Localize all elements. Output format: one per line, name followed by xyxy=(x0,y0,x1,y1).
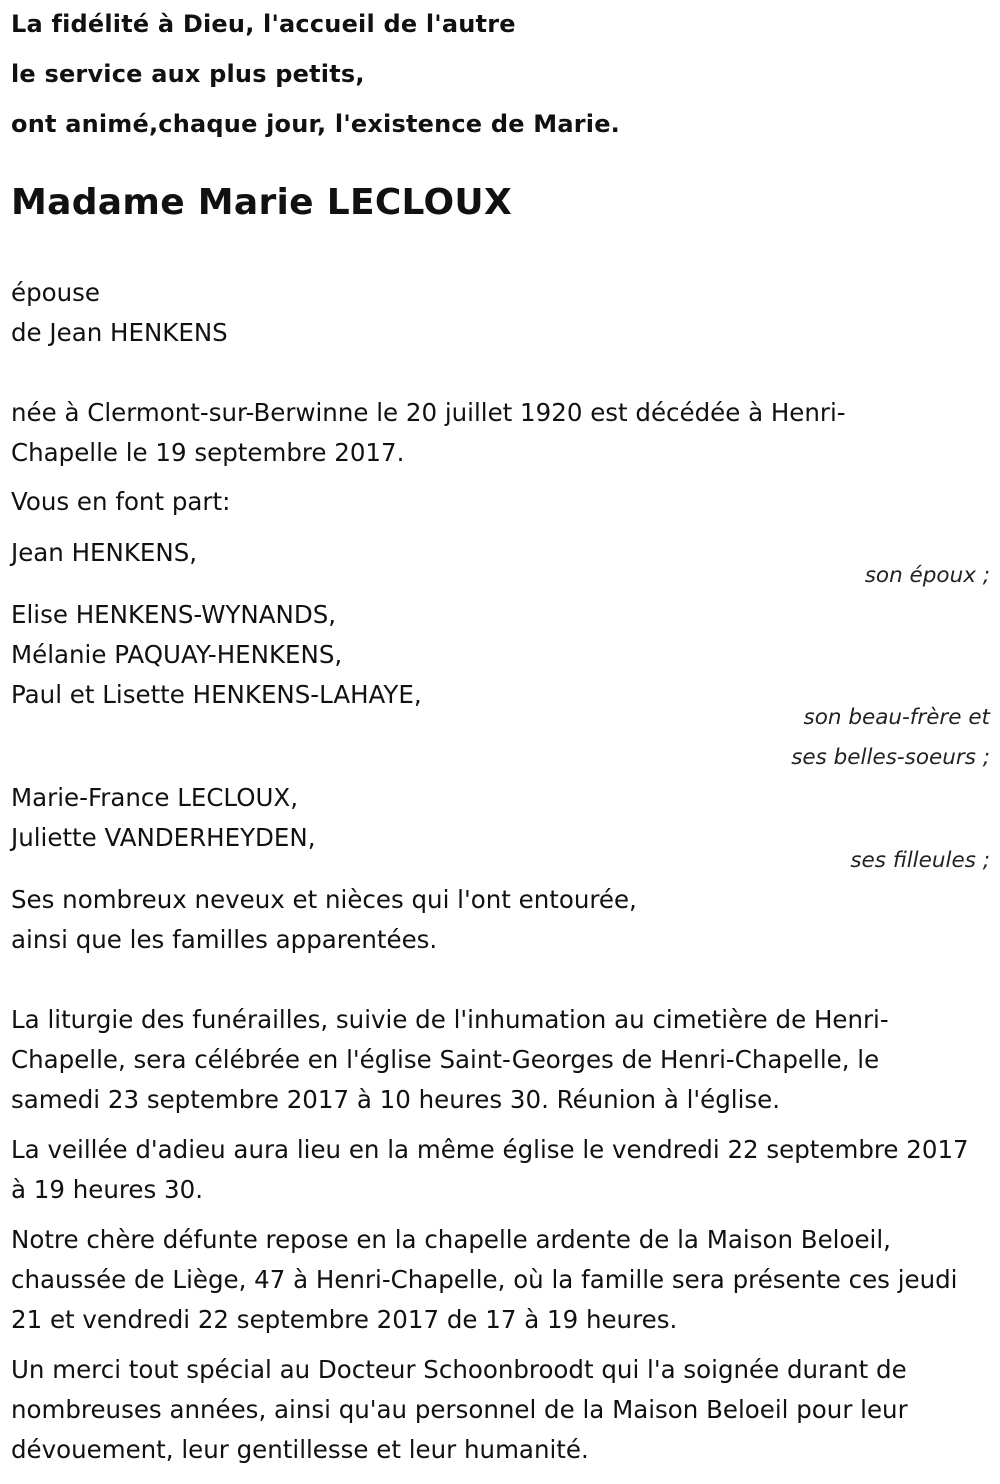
announcement-intro: Vous en font part: xyxy=(11,487,231,516)
in-law-name: Mélanie PAQUAY-HENKENS, xyxy=(11,640,343,669)
in-law-name: Paul et Lisette HENKENS-LAHAYE, xyxy=(11,680,422,709)
motto-line-2: le service aux plus petits, xyxy=(11,60,365,88)
husband-name: Jean HENKENS, xyxy=(11,538,198,567)
funeral-text: La liturgie des funérailles, suivie de l'inhumation au cimetière de Henri-Chapelle, sera célébrée en l'église Saint-Georges de Henri-Chapelle, le samedi 23 septembre 2017 à 10 heures 30. Réunion à l'église. xyxy=(11,1005,889,1114)
in-laws-relation-line-1: son beau-frère et xyxy=(803,705,990,730)
in-laws-relation-line-2: ses belles-soeurs ; xyxy=(791,745,990,770)
spouse-label: épouse xyxy=(11,278,100,307)
husband-relation: son époux ; xyxy=(864,563,990,588)
spouse-name: de Jean HENKENS xyxy=(11,318,228,347)
goddaughters-relation: ses filleules ; xyxy=(850,848,990,873)
goddaughter-name: Juliette VANDERHEYDEN, xyxy=(11,823,316,852)
birth-death-text: née à Clermont-sur-Berwinne le 20 juillet 1920 est décédée à Henri-Chapelle le 19 septembre 2017. xyxy=(11,398,846,467)
deceased-name: Madame Marie LECLOUX xyxy=(11,182,512,223)
motto-line-1: La fidélité à Dieu, l'accueil de l'autre xyxy=(11,10,516,38)
others-line-1: Ses nombreux neveux et nièces qui l'ont entourée, xyxy=(11,885,637,914)
chapel-text: Notre chère défunte repose en la chapelle ardente de la Maison Beloeil, chaussée de Liège, 47 à Henri-Chapelle, où la famille sera présente ces jeudi 21 et vendredi 22 septembre 2017 de 17 à 19 heures. xyxy=(11,1225,958,1334)
goddaughter-name: Marie-France LECLOUX, xyxy=(11,783,299,812)
in-law-name: Elise HENKENS-WYNANDS, xyxy=(11,600,337,629)
vigil-text: La veillée d'adieu aura lieu en la même église le vendredi 22 septembre 2017 à 19 heures 30. xyxy=(11,1135,969,1204)
motto-line-3: ont animé,chaque jour, l'existence de Marie. xyxy=(11,110,620,138)
thanks-text: Un merci tout spécial au Docteur Schoonbroodt qui l'a soignée durant de nombreuses années, ainsi qu'au personnel de la Maison Beloeil pour leur dévouement, leur gentillesse et leur humanité. xyxy=(11,1355,908,1464)
others-line-2: ainsi que les familles apparentées. xyxy=(11,925,438,954)
